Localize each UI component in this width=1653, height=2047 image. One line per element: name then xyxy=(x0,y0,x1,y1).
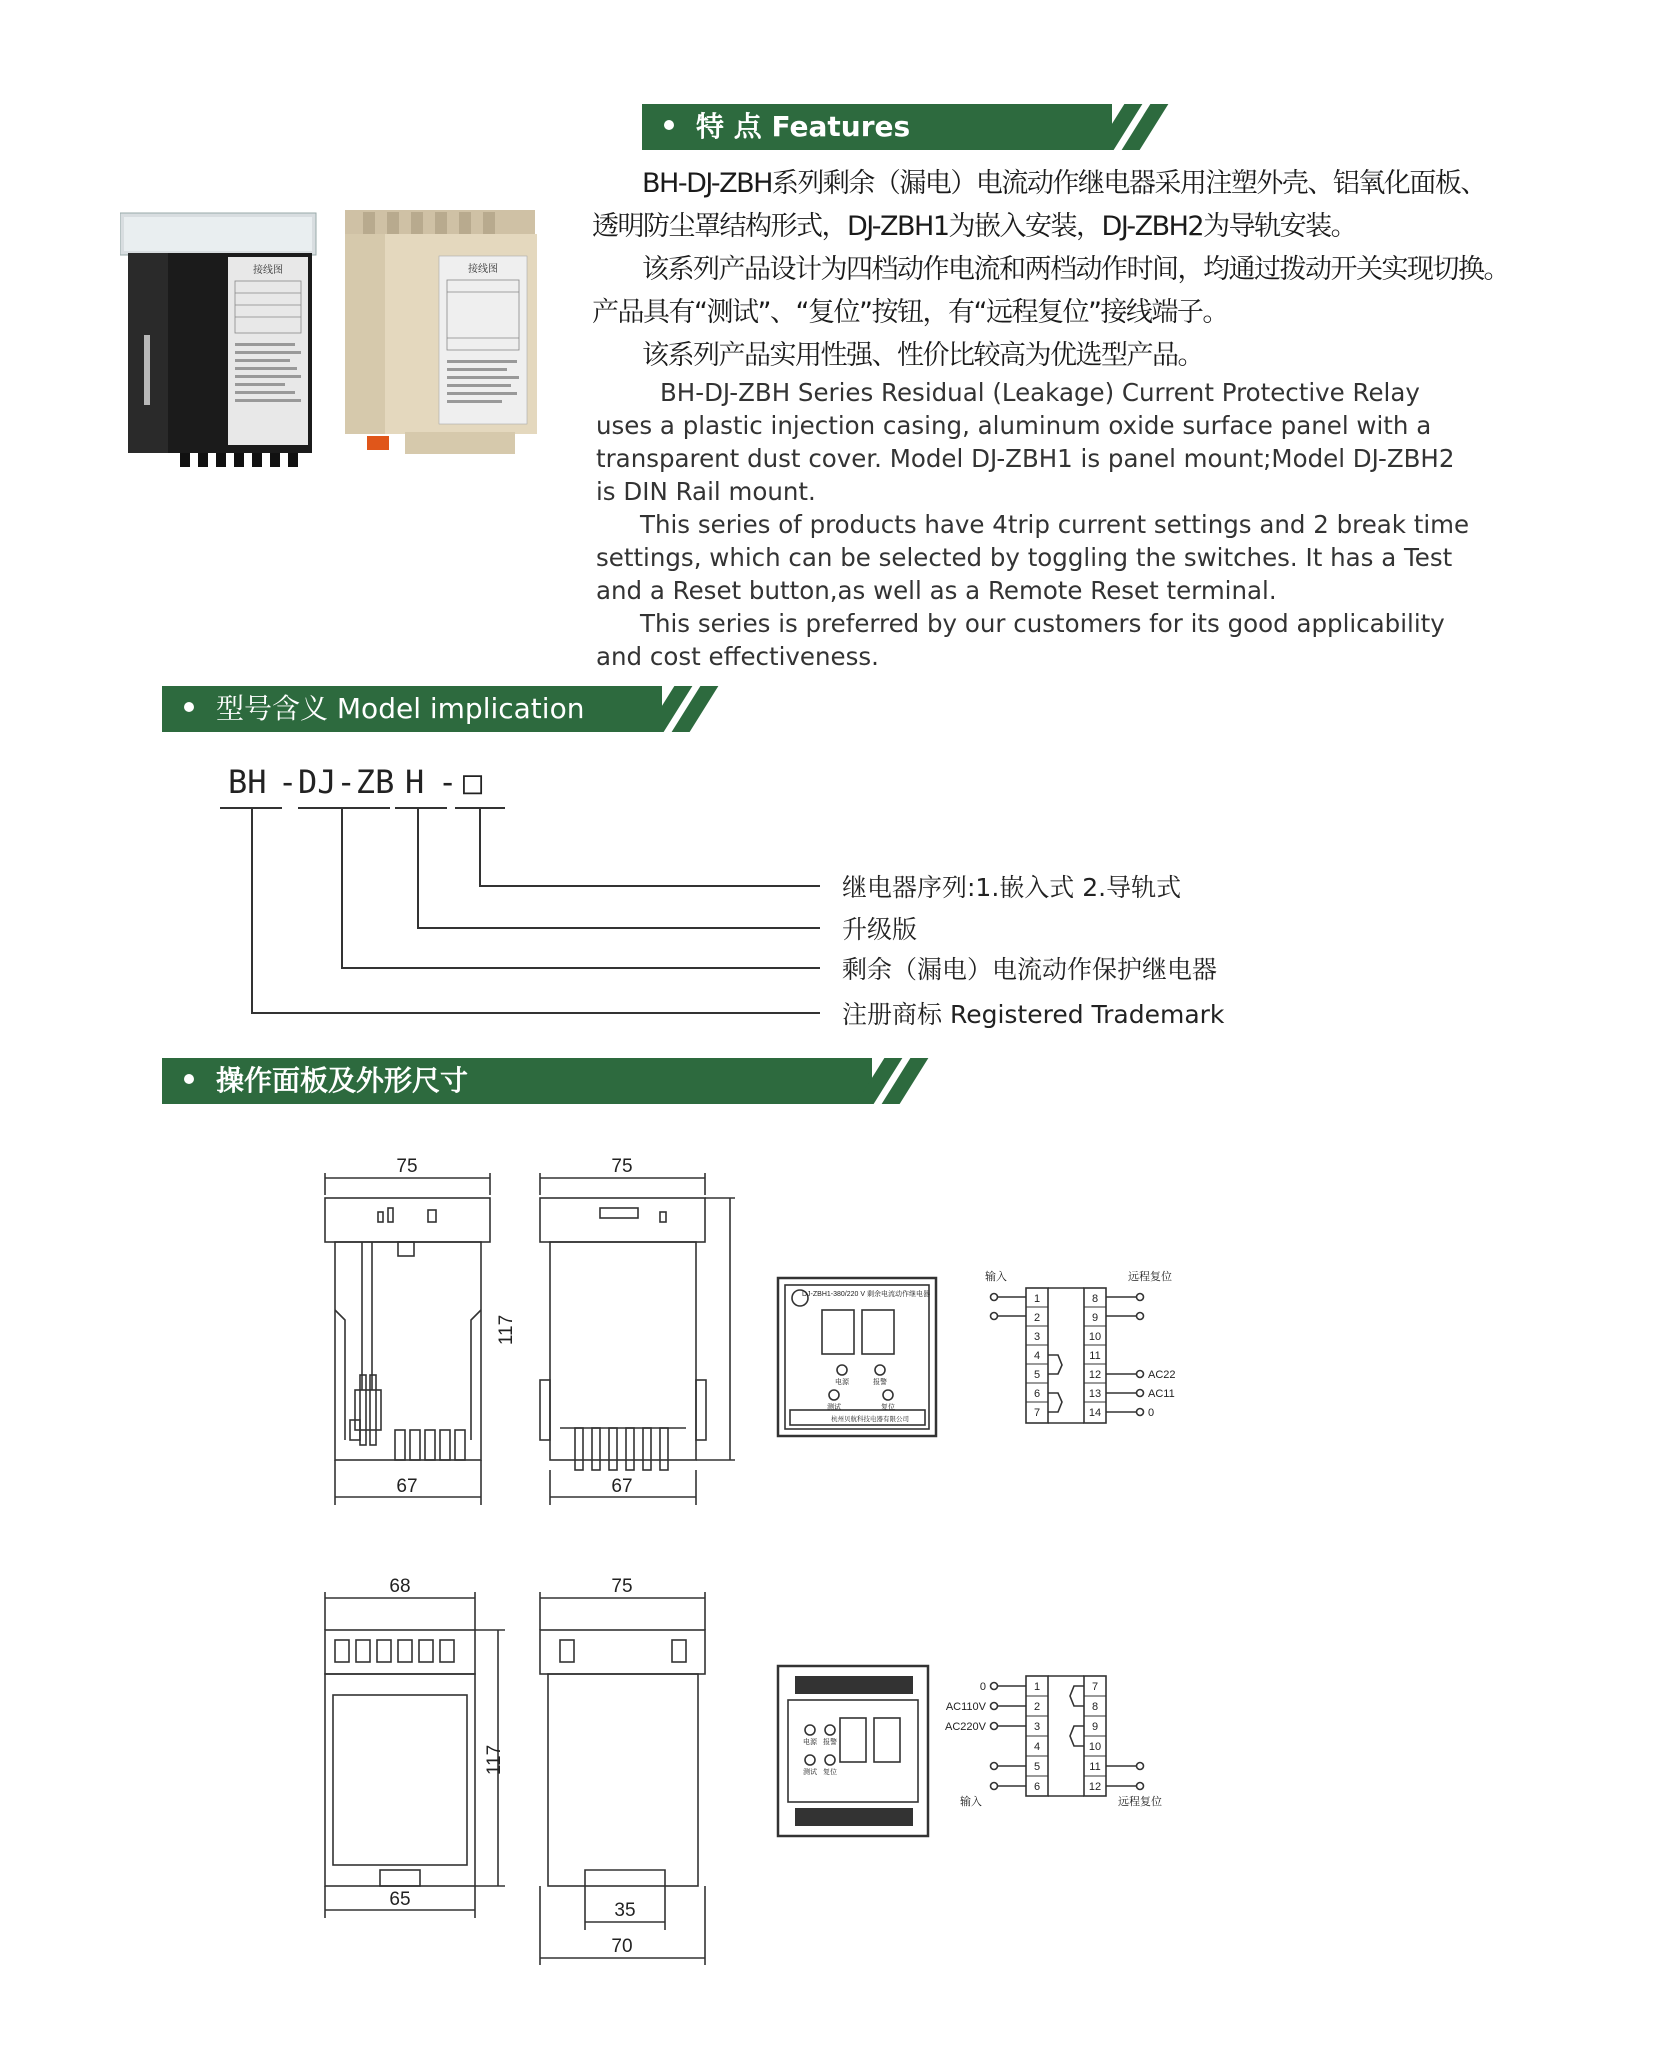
wiring2-terminal-2: 2 xyxy=(1033,1701,1041,1713)
features-cn-line-4: 产品具有“测试”、“复位”按钮，有“远程复位”接线端子。 xyxy=(592,297,1228,328)
model-code-dash-1: - xyxy=(278,763,298,801)
wiring1-zero: 0 xyxy=(1148,1407,1155,1419)
panel2-label-test: 测试 xyxy=(803,1769,817,1776)
model-code-h: H xyxy=(405,763,425,801)
dim2-front-bottom: 65 xyxy=(389,1889,411,1910)
wiring1-terminal-6: 6 xyxy=(1033,1388,1041,1400)
model-legend-residual: 剩余（漏电）电流动作保护继电器 xyxy=(842,955,1218,984)
features-en-line-8: This series is preferred by our customers for its good applicability xyxy=(640,609,1445,638)
wiring1-terminal-2: 2 xyxy=(1033,1312,1041,1324)
panel1-label-power: 电源 xyxy=(835,1379,849,1386)
model-code-djzb: DJ-ZB xyxy=(298,763,395,801)
wiring1-terminal-14: 14 xyxy=(1088,1407,1102,1419)
wiring2-zero: 0 xyxy=(979,1681,986,1693)
features-en-line-6: settings, which can be selected by toggling the switches. It has a Test xyxy=(596,543,1453,572)
model-heading: 型号含义 Model implication xyxy=(184,686,584,732)
model-code-box: □ xyxy=(463,763,483,801)
dim1-front-width: 75 xyxy=(396,1156,418,1177)
dim1-height: 117 xyxy=(496,1314,517,1346)
dim2-height: 117 xyxy=(484,1744,505,1776)
panel1-label-test: 测试 xyxy=(827,1404,841,1411)
wiring1-terminal-10: 10 xyxy=(1088,1331,1102,1343)
wiring2-terminal-6: 6 xyxy=(1033,1781,1041,1793)
dimensions-heading: 操作面板及外形尺寸 xyxy=(184,1058,468,1104)
wiring2-terminal-5: 5 xyxy=(1033,1761,1041,1773)
features-en-line-2: uses a plastic injection casing, aluminum oxide surface panel with a xyxy=(596,411,1432,440)
wiring2-terminal-11: 11 xyxy=(1089,1761,1101,1773)
wiring1-ac11: AC11 xyxy=(1148,1388,1175,1400)
wiring1-terminal-8: 8 xyxy=(1091,1293,1099,1305)
model-legend-upgrade: 升级版 xyxy=(842,915,918,944)
panel2-label-power: 电源 xyxy=(803,1739,817,1746)
model-legend-trademark: 注册商标 Registered Trademark xyxy=(842,1000,1225,1029)
wiring1-terminal-9: 9 xyxy=(1091,1312,1099,1324)
wiring1-ac22: AC22 xyxy=(1148,1369,1176,1381)
panel1-label-reset: 复位 xyxy=(881,1404,895,1411)
wiring1-remote-reset: 远程复位 xyxy=(1128,1271,1172,1283)
wiring2-terminal-3: 3 xyxy=(1033,1721,1041,1733)
features-en-line-5: This series of products have 4trip current settings and 2 break time xyxy=(640,510,1470,539)
wiring1-terminal-11: 11 xyxy=(1089,1350,1101,1362)
features-en-line-1: BH-DJ-ZBH Series Residual (Leakage) Current Protective Relay xyxy=(660,378,1420,407)
wiring1-terminal-5: 5 xyxy=(1033,1369,1041,1381)
wiring2-terminal-9: 9 xyxy=(1091,1721,1099,1733)
wiring2-input: 输入 xyxy=(960,1796,982,1808)
wiring1-terminal-13: 13 xyxy=(1088,1388,1102,1400)
wiring1-terminal-4: 4 xyxy=(1033,1350,1041,1362)
dim2-side-bottom-inner: 35 xyxy=(614,1900,636,1921)
wiring2-terminal-12: 12 xyxy=(1088,1781,1102,1793)
dim2-front-width: 68 xyxy=(389,1576,411,1597)
features-en-line-3: transparent dust cover. Model DJ-ZBH1 is panel mount;Model DJ-ZBH2 xyxy=(596,444,1455,473)
wiring2-terminal-8: 8 xyxy=(1091,1701,1099,1713)
wiring1-terminal-7: 7 xyxy=(1033,1407,1041,1419)
features-cn-line-1: BH-DJ-ZBH系列剩余（漏电）电流动作继电器采用注塑外壳、铝氧化面板、 xyxy=(642,168,1486,199)
wiring2-terminal-4: 4 xyxy=(1033,1741,1041,1753)
wiring2-ac110v: AC110V xyxy=(945,1701,986,1713)
wiring1-terminal-1: 1 xyxy=(1033,1293,1041,1305)
features-en-line-7: and a Reset button,as well as a Remote Reset terminal. xyxy=(596,576,1277,605)
photo-panel-title-1: 接线图 xyxy=(253,265,283,276)
wiring2-terminal-7: 7 xyxy=(1091,1681,1099,1693)
wiring2-terminal-1: 1 xyxy=(1033,1681,1041,1693)
panel1-label-alarm: 报警 xyxy=(873,1379,887,1386)
panel1-company: 杭州贝航科技电器有限公司 xyxy=(831,1416,909,1423)
wiring2-remote-reset: 远程复位 xyxy=(1118,1796,1162,1808)
features-cn-line-5: 该系列产品实用性强、性价比较高为优选型产品。 xyxy=(642,340,1203,371)
wiring1-input: 输入 xyxy=(985,1271,1007,1283)
dim1-side-bottom: 67 xyxy=(611,1476,633,1497)
dim1-side-width: 75 xyxy=(611,1156,633,1177)
features-heading: 特 点 Features xyxy=(664,104,910,150)
model-code-dash-2: - xyxy=(438,763,458,801)
wiring1-terminal-12: 12 xyxy=(1088,1369,1102,1381)
wiring2-ac220v: AC220V xyxy=(945,1721,986,1733)
dim2-side-bottom-outer: 70 xyxy=(611,1936,633,1957)
model-legend-series: 继电器序列:1.嵌入式 2.导轨式 xyxy=(842,873,1182,902)
photo-panel-title-2: 接线图 xyxy=(468,264,498,275)
features-cn-line-3: 该系列产品设计为四档动作电流和两档动作时间，均通过拨动开关实现切换。 xyxy=(642,254,1509,285)
panel1-title: DJ-ZBH1-380/220 V 剩余电流动作继电器 xyxy=(802,1291,930,1298)
features-cn-line-2: 透明防尘罩结构形式，DJ-ZBH1为嵌入安装，DJ-ZBH2为导轨安装。 xyxy=(592,211,1357,242)
panel2-label-reset: 复位 xyxy=(823,1769,837,1776)
wiring1-terminal-3: 3 xyxy=(1033,1331,1041,1343)
dim2-side-width: 75 xyxy=(611,1576,633,1597)
panel2-label-alarm: 报警 xyxy=(823,1739,837,1746)
features-en-line-9: and cost effectiveness. xyxy=(596,642,879,671)
model-code-bh: BH xyxy=(228,763,267,801)
dim1-front-bottom: 67 xyxy=(396,1476,418,1497)
features-en-line-4: is DIN Rail mount. xyxy=(596,477,816,506)
wiring2-terminal-10: 10 xyxy=(1088,1741,1102,1753)
